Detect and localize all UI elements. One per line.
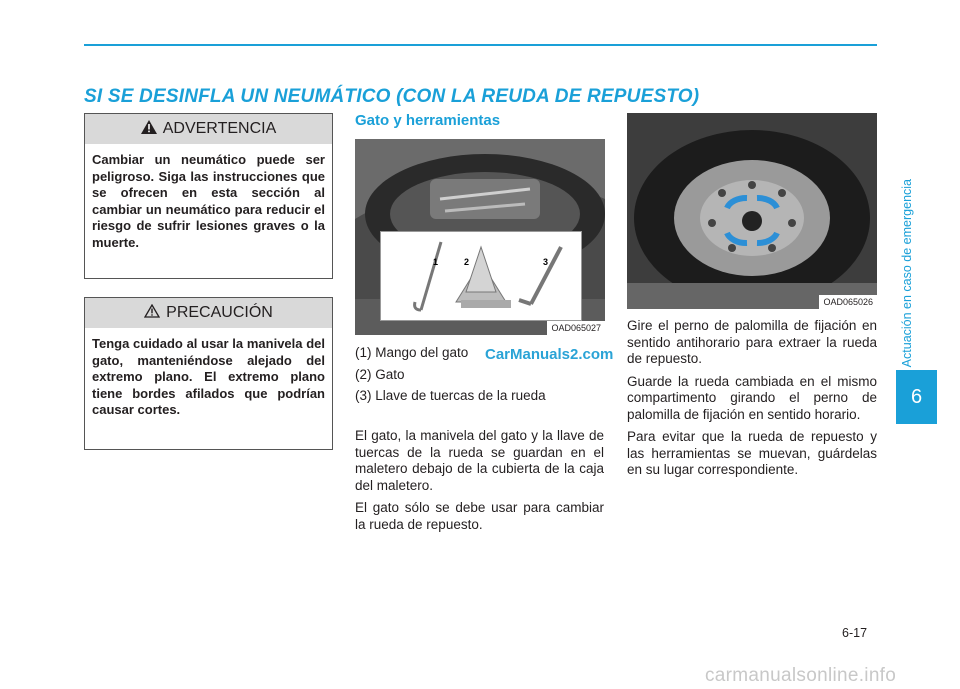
caution-box-header (85, 298, 332, 328)
watermark: CarManuals2.com (485, 346, 614, 363)
caution-text-wrap (85, 328, 332, 427)
section-title: Gato y herramientas (355, 112, 501, 129)
page-title: SI SE DESINFLA UN NEUMÁTICO (CON LA REUDA DE REPUESTO) (84, 86, 700, 107)
paragraph: Para evitar que la rueda de repuesto y las herramientas se muevan, guárdelas en su lugar correspondiente. (627, 429, 877, 477)
header-rule (84, 44, 877, 46)
page-number: 6-17 (842, 626, 868, 640)
jack-and-tools-drawing (381, 232, 581, 320)
chapter-label: Actuación en caso de emergencia (900, 178, 914, 367)
callout-3: 3 (543, 257, 549, 267)
paragraph: El gato, la manivela del gato y la llave de tuercas de la rueda se guardan en el maletero debajo de la cubierta de la caja del maletero. (355, 428, 604, 493)
warning-triangle-icon (141, 120, 157, 139)
warning-box (84, 113, 333, 279)
jack-tools-photo (355, 139, 605, 335)
tools-inset (380, 231, 582, 321)
chapter-side-label (896, 22, 918, 367)
site-logo[interactable]: carmanualsonline.info (705, 665, 897, 686)
paragraph: El gato sólo se debe usar para cambiar la rueda de repuesto. (355, 500, 604, 532)
caution-box (84, 297, 333, 450)
caution-triangle-icon (144, 304, 160, 323)
list-item: (2) Gato (355, 366, 405, 382)
callout-2: 2 (464, 257, 470, 267)
warning-text-wrap (85, 144, 332, 259)
warning-heading: ADVERTENCIA (162, 120, 277, 137)
image-code-left: OAD065027 (547, 321, 605, 335)
spare-body-text (627, 318, 877, 485)
paragraph: Gire el perno de palomilla de fijación en sentido antihorario para extraer la rueda de repuesto. (627, 318, 877, 366)
image-code-right: OAD065026 (819, 295, 877, 309)
caution-text: Tenga cuidado al usar la manivela del gato, manteniéndose alejado del extremo plano. El extremo plano tiene bordes afilados que podrían causar cortes. (92, 336, 325, 417)
paragraph: Guarde la rueda cambiada en el mismo compartimento girando el perno de palomilla de fijación en sentido horario. (627, 373, 877, 422)
spare-wheel-photo (627, 113, 877, 309)
tools-body-text (355, 428, 604, 539)
spare-wheel-illustration (627, 113, 877, 309)
callout-1: 1 (433, 257, 439, 267)
warning-text: Cambiar un neumático puede ser peligroso. Siga las instrucciones que se ofrecen en esta sección al cambiar un neumático para reducir el riesgo de sufrir lesiones graves o la muerte. (92, 152, 325, 250)
list-item: (3) Llave de tuercas de la rueda (355, 388, 546, 403)
caution-heading: PRECAUCIÓN (166, 304, 273, 321)
chapter-tab[interactable]: 6 (896, 370, 937, 424)
warning-box-header (85, 114, 332, 144)
list-item: (1) Mango del gato (355, 345, 469, 360)
